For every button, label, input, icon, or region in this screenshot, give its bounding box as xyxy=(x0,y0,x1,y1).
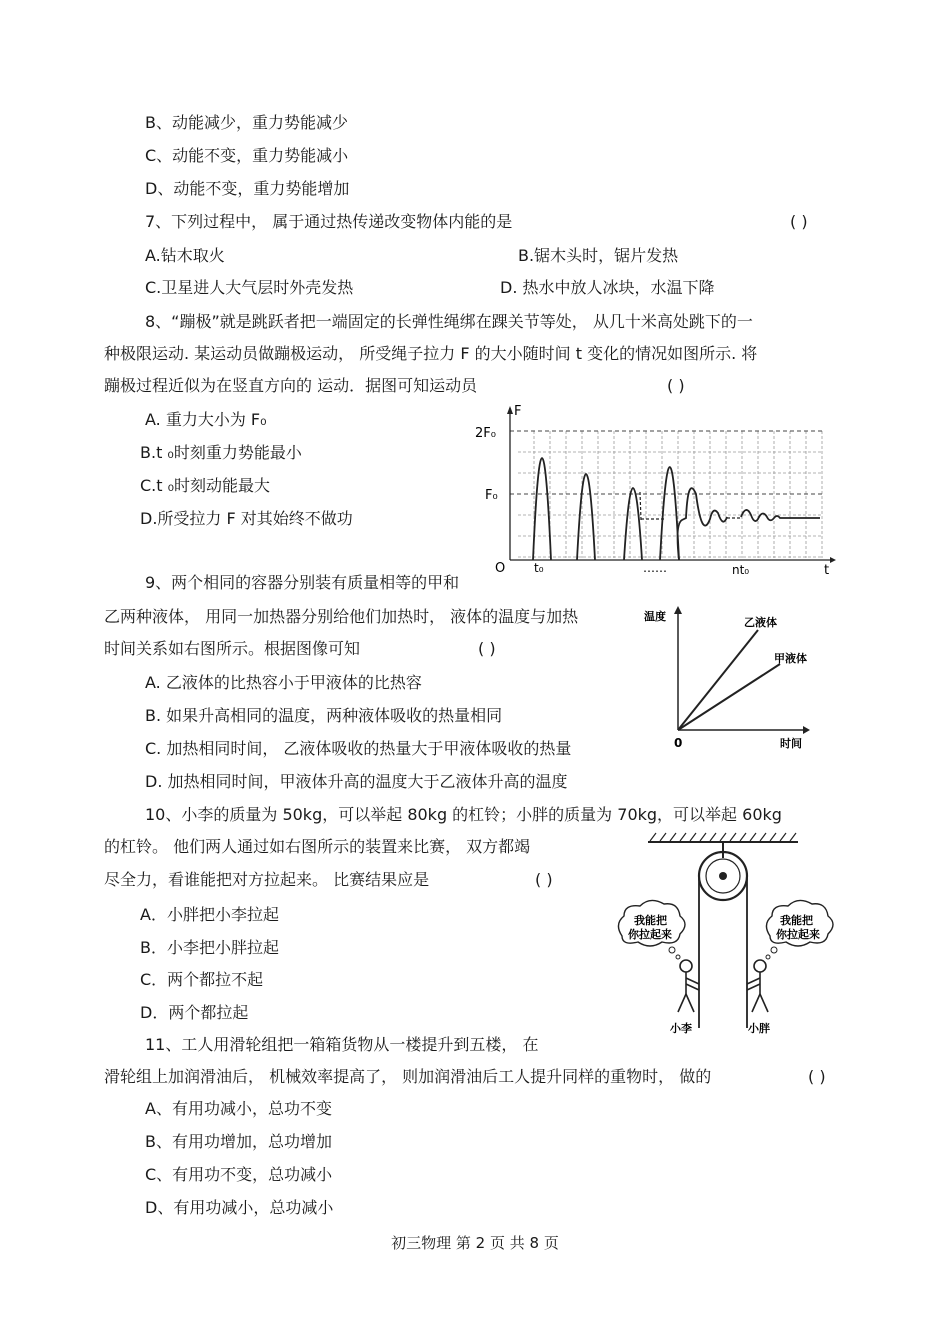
bubble-left-line1: 我能把 xyxy=(634,914,667,927)
q8-graph-origin: O xyxy=(495,561,506,576)
q9-graph-x-label: 时间 xyxy=(780,737,802,750)
q11-stem-line1: 11、工人用滑轮组把一箱箱货物从一楼提升到五楼， 在 xyxy=(145,1035,539,1054)
q11-option-b: B、有用功增加，总功增加 xyxy=(145,1132,332,1151)
q8-graph-tick-f0: F₀ xyxy=(485,488,498,503)
q7-option-d: D. 热水中放人冰块，水温下降 xyxy=(500,278,715,297)
q6-option-b: B、动能减少，重力势能减少 xyxy=(145,113,348,132)
q8-graph-tick-t0: t₀ xyxy=(534,561,544,575)
q8-stem-line1: 8、“蹦极”就是跳跃者把一端固定的长弹性绳绑在踝关节等处， 从几十米高处跳下的一 xyxy=(145,312,753,331)
q8-option-b: B.t ₀时刻重力势能最小 xyxy=(140,443,302,462)
q9-option-b: B. 如果升高相同的温度，两种液体吸收的热量相同 xyxy=(145,706,503,725)
q7-answer-paren: ( ) xyxy=(790,212,808,231)
q10-option-a: A．小胖把小李拉起 xyxy=(140,905,279,924)
q7-stem: 7、下列过程中， 属于通过热传递改变物体内能的是 xyxy=(145,212,513,231)
q9-graph-origin: 0 xyxy=(674,736,683,750)
q8-option-d: D.所受拉力 F 对其始终不做功 xyxy=(140,509,353,528)
bubble-right-line2: 你拉起来 xyxy=(776,928,820,941)
q9-option-d: D. 加热相同时间，甲液体升高的温度大于乙液体升高的温度 xyxy=(145,772,568,791)
q10-answer-paren: ( ) xyxy=(535,870,553,889)
q11-option-d: D、有用功减小，总功减小 xyxy=(145,1198,334,1217)
q8-graph-ellipsis: …… xyxy=(643,561,667,575)
q6-option-d: D、动能不变，重力势能增加 xyxy=(145,179,350,198)
q8-option-a: A. 重力大小为 F₀ xyxy=(145,410,267,429)
thought-bubble-right xyxy=(766,900,833,959)
q9-stem-line2: 乙两种液体， 用同一加热器分别给他们加热时， 液体的温度与加热 xyxy=(104,607,579,626)
q8-force-time-graph xyxy=(470,400,840,580)
q8-graph-x-label: t xyxy=(824,563,830,578)
q7-option-a: A.钻木取火 xyxy=(145,246,225,265)
q10-stem-line1: 10、小李的质量为 50kg，可以举起 80kg 的杠铃；小胖的质量为 70kg，可以举起 60kg xyxy=(145,805,782,824)
q10-option-c: C．两个都拉不起 xyxy=(140,970,264,989)
bubble-right-line1: 我能把 xyxy=(780,914,813,927)
q8-option-c: C.t ₀时刻动能最大 xyxy=(140,476,271,495)
q9-stem-line3: 时间关系如右图所示。根据图像可知 xyxy=(104,639,361,658)
q11-answer-paren: ( ) xyxy=(808,1067,826,1086)
figure-xiaoli xyxy=(678,960,699,1012)
q6-option-c: C、动能不变，重力势能减小 xyxy=(145,146,349,165)
page-footer: 初三物理 第 2 页 共 8 页 xyxy=(391,1234,559,1252)
q9-label-jia: 甲液体 xyxy=(774,652,807,665)
q10-option-d: D．两个都拉起 xyxy=(140,1003,249,1022)
label-xiaoli: 小李 xyxy=(670,1022,692,1035)
figure-xiaopang xyxy=(747,960,768,1012)
q10-stem-line2: 的杠铃。 他们两人通过如右图所示的装置来比赛， 双方都竭 xyxy=(104,837,531,856)
q7-option-b: B.锯木头时，锯片发热 xyxy=(518,246,679,265)
q11-option-a: A、有用功减小，总功不变 xyxy=(145,1099,332,1118)
q8-stem-line3: 蹦极过程近似为在竖直方向的 运动．据图可知运动员 xyxy=(104,376,478,395)
q9-label-yi: 乙液体 xyxy=(744,616,777,629)
q9-stem-line1: 9、两个相同的容器分别装有质量相等的甲和 xyxy=(145,573,460,592)
q9-line-yi xyxy=(678,630,758,730)
q10-stem-line3: 尽全力，看谁能把对方拉起来。 比赛结果应是 xyxy=(104,870,430,889)
q8-graph-tick-2f0: 2F₀ xyxy=(475,426,496,441)
label-xiaopang: 小胖 xyxy=(748,1022,770,1035)
q11-option-c: C、有用功不变，总功减小 xyxy=(145,1165,333,1184)
q9-line-jia xyxy=(678,664,780,730)
q9-graph-y-label: 温度 xyxy=(644,610,666,623)
q9-option-c: C. 加热相同时间， 乙液体吸收的热量大于甲液体吸收的热量 xyxy=(145,739,572,758)
q8-answer-paren: ( ) xyxy=(667,376,685,395)
q9-option-a: A. 乙液体的比热容小于甲液体的比热容 xyxy=(145,673,422,692)
q8-graph-tick-nt0: nt₀ xyxy=(732,563,750,577)
q11-stem-line2: 滑轮组上加润滑油后， 机械效率提高了， 则加润滑油后工人提升同样的重物时， 做的 xyxy=(104,1067,712,1086)
q7-option-c: C.卫星进人大气层时外壳发热 xyxy=(145,278,354,297)
q10-pulley-figure xyxy=(610,828,850,1038)
thought-bubble-left xyxy=(618,900,685,959)
q9-answer-paren: ( ) xyxy=(478,639,496,658)
q9-temperature-graph xyxy=(640,600,820,755)
q8-graph-y-label: F xyxy=(514,404,522,419)
bubble-left-line2: 你拉起来 xyxy=(628,928,672,941)
q8-stem-line2: 种极限运动. 某运动员做蹦极运动， 所受绳子拉力 F 的大小随时间 t 变化的情况如图所示. 将 xyxy=(104,344,758,363)
q10-option-b: B．小李把小胖拉起 xyxy=(140,938,279,957)
